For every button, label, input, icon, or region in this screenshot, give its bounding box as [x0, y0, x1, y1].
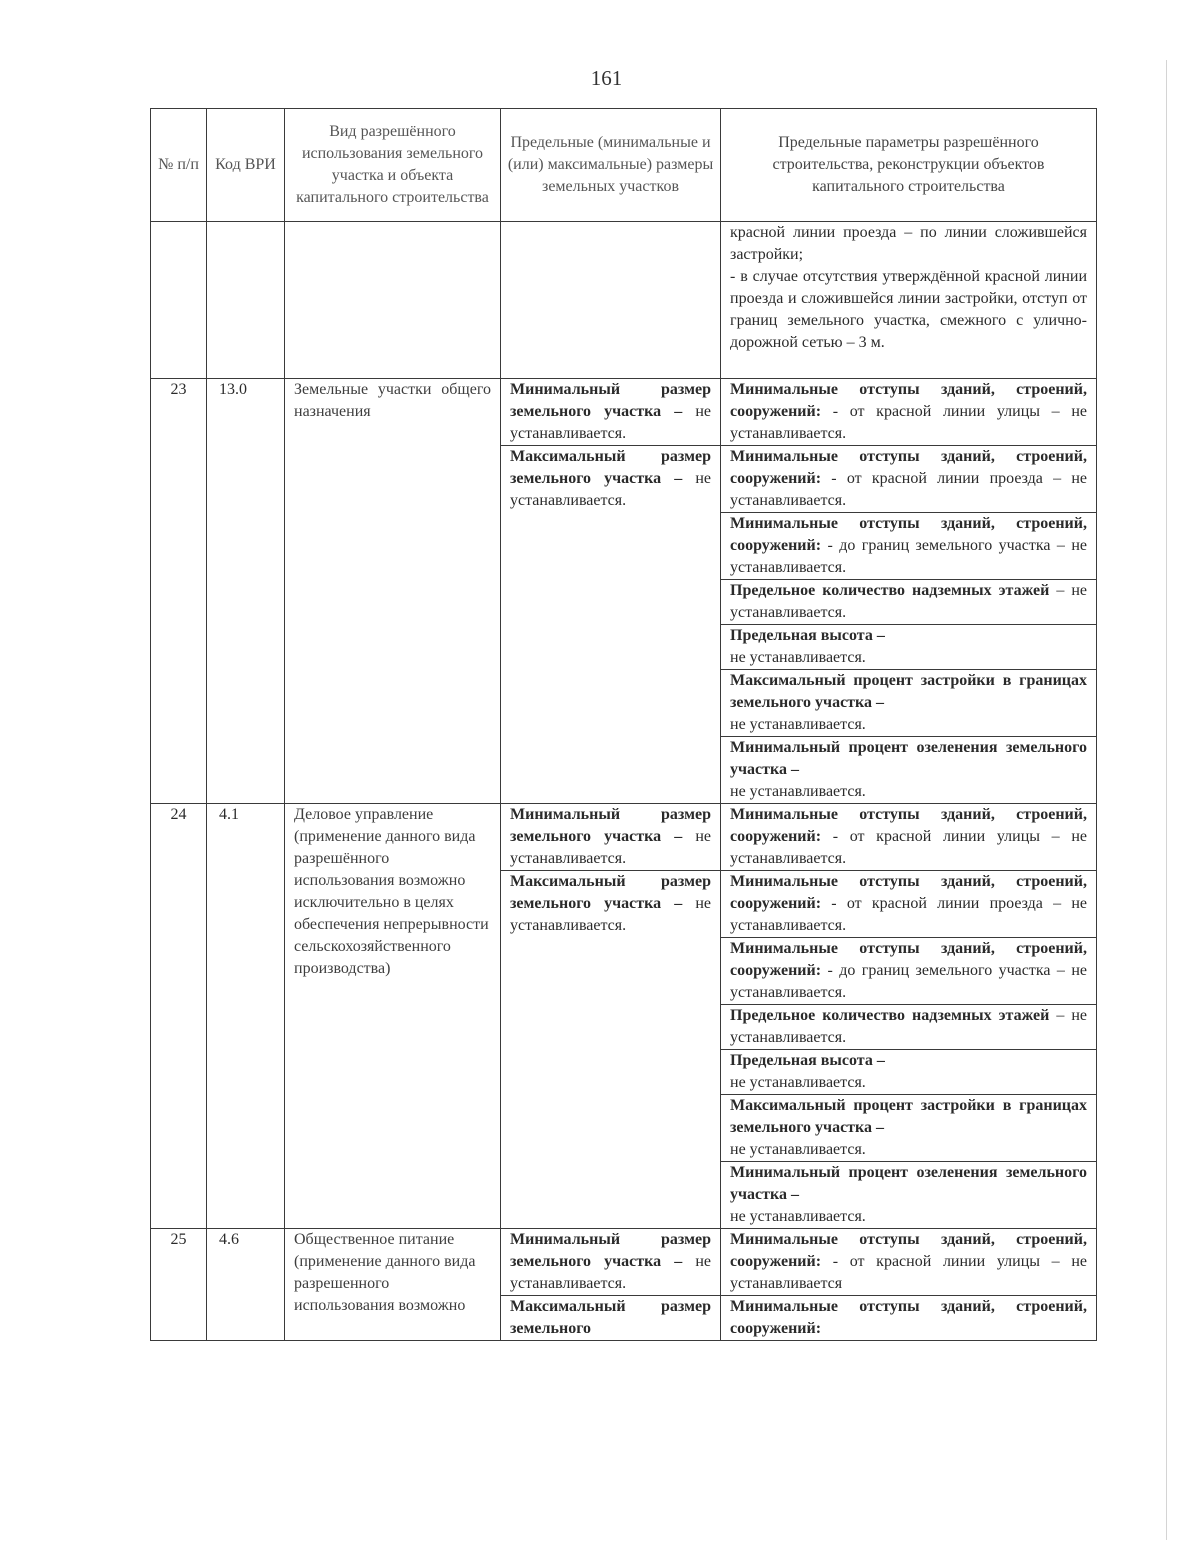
continuation-params [721, 222, 1097, 379]
param-label: Минимальный процент озеленения земельного участка – [730, 739, 1087, 778]
param-label: Максимальный процент застройки в границах земельного участка – [730, 672, 1087, 711]
param-value: – не устанавливается. [730, 582, 1087, 621]
param-label: Предельное количество надземных этажей [730, 582, 1050, 599]
param-value: - от красной линии проезда – не устанавливается. [730, 470, 1088, 509]
param-cell [721, 580, 1097, 625]
row-number: 24 [151, 804, 207, 1229]
max-size-value: не устанавливается. [510, 895, 712, 934]
continuation-size [501, 222, 721, 379]
param-label: Минимальный процент озеленения земельного участка – [730, 1164, 1087, 1203]
row-use-name: Земельные участки общего назначения [285, 379, 501, 804]
param-cell [721, 1050, 1097, 1095]
param-label: Минимальные отступы зданий, строений, сооружений: [730, 873, 1087, 912]
param-cell [721, 1162, 1097, 1229]
max-size-cell [501, 446, 721, 804]
page-number: 161 [590, 66, 623, 90]
param-cell [721, 625, 1097, 670]
param-value: - от красной линии улицы – не устанавливается [730, 1253, 1088, 1292]
min-size-label: Минимальный размер земельного участка – [510, 806, 711, 845]
param-cell [721, 804, 1097, 871]
min-size-value: не устанавливается. [510, 403, 712, 442]
param-value: не устанавливается. [730, 783, 866, 800]
max-size-label: Максимальный размер земельного [510, 1298, 711, 1337]
row-number: 23 [151, 379, 207, 804]
header-params: Предельные параметры разрешённого строительства, реконструкции объектов капитального строительства [721, 109, 1097, 222]
min-size-label: Минимальный размер земельного участка – [510, 1231, 711, 1270]
param-value: - от красной линии проезда – не устанавливается. [730, 895, 1088, 934]
param-value: - до границ земельного участка – не устанавливается. [730, 537, 1088, 576]
param-label: Минимальные отступы зданий, строений, сооружений: [730, 1231, 1087, 1270]
max-size-label: Максимальный размер земельного участка – [510, 448, 711, 487]
param-value: - от красной линии улицы – не устанавливается. [730, 828, 1088, 867]
param-label: Минимальные отступы зданий, строений, сооружений: [730, 806, 1087, 845]
continuation-num [151, 222, 207, 379]
param-label: Минимальные отступы зданий, строений, сооружений: [730, 940, 1087, 979]
param-label: Предельная высота – [730, 627, 885, 644]
param-cell [721, 379, 1097, 446]
param-cell [721, 513, 1097, 580]
table-row [151, 804, 1097, 871]
row-number: 25 [151, 1229, 207, 1341]
scan-edge-line [1166, 60, 1167, 1540]
param-value: - до границ земельного участка – не устанавливается. [730, 962, 1088, 1001]
min-size-label: Минимальный размер земельного участка – [510, 381, 711, 420]
row-use-name: Общественное питание (применение данного вида разрешенного использования возможно [285, 1229, 501, 1341]
continuation-line: красной линии проезда – по линии сложившейся застройки; [730, 224, 1087, 263]
min-size-value: не устанавливается. [510, 1253, 712, 1292]
param-value: - от красной линии улицы – не устанавливается. [730, 403, 1088, 442]
param-value: не устанавливается. [730, 1141, 866, 1158]
param-label: Минимальные отступы зданий, строений, сооружений: [730, 381, 1087, 420]
continuation-code [207, 222, 285, 379]
header-code: Код ВРИ [207, 109, 285, 222]
row-code: 4.1 [207, 804, 285, 1229]
max-size-label: Максимальный размер земельного участка – [510, 873, 711, 912]
min-size-cell [501, 804, 721, 871]
header-row [151, 109, 1097, 222]
param-cell [721, 670, 1097, 737]
param-label: Максимальный процент застройки в границах земельного участка – [730, 1097, 1087, 1136]
row-use-name: Деловое управление (применение данного вида разрешённого использования возможно исключительно в целях обеспечения непрерывности сельскохозяйственного производства) [285, 804, 501, 1229]
param-cell [721, 1296, 1097, 1341]
param-cell [721, 446, 1097, 513]
table-row [151, 379, 1097, 446]
param-label: Минимальные отступы зданий, строений, сооружений: [730, 1298, 1087, 1337]
max-size-cell [501, 871, 721, 1229]
param-cell [721, 1229, 1097, 1296]
param-cell [721, 1095, 1097, 1162]
row-code: 4.6 [207, 1229, 285, 1341]
continuation-row [151, 222, 1097, 379]
header-num: № п/п [151, 109, 207, 222]
header-type: Вид разрешённого использования земельного участка и объекта капитального строительства [285, 109, 501, 222]
param-value: не устанавливается. [730, 649, 866, 666]
param-value: не устанавливается. [730, 1074, 866, 1091]
param-label: Минимальные отступы зданий, строений, сооружений: [730, 515, 1087, 554]
param-cell [721, 737, 1097, 804]
param-value: – не устанавливается. [730, 1007, 1087, 1046]
header-sizes: Предельные (минимальные и (или) максимальные) размеры земельных участков [501, 109, 721, 222]
table-row [151, 1229, 1097, 1296]
max-size-value: не устанавливается. [510, 470, 712, 509]
continuation-name [285, 222, 501, 379]
param-value: не устанавливается. [730, 1208, 866, 1225]
param-cell [721, 938, 1097, 1005]
row-code: 13.0 [207, 379, 285, 804]
continuation-line: - в случае отсутствия утверждённой красной линии проезда и сложившейся линии застройки, отступ от границ земельного участка, смежного с улично-дорожной сетью – 3 м. [730, 268, 1087, 351]
param-label: Предельная высота – [730, 1052, 885, 1069]
min-size-cell [501, 379, 721, 446]
min-size-cell [501, 1229, 721, 1296]
param-value: не устанавливается. [730, 716, 866, 733]
param-cell [721, 871, 1097, 938]
param-label: Предельное количество надземных этажей [730, 1007, 1050, 1024]
regulations-table [150, 108, 1097, 1341]
param-cell [721, 1005, 1097, 1050]
min-size-value: не устанавливается. [510, 828, 712, 867]
max-size-cell [501, 1296, 721, 1341]
param-label: Минимальные отступы зданий, строений, сооружений: [730, 448, 1087, 487]
